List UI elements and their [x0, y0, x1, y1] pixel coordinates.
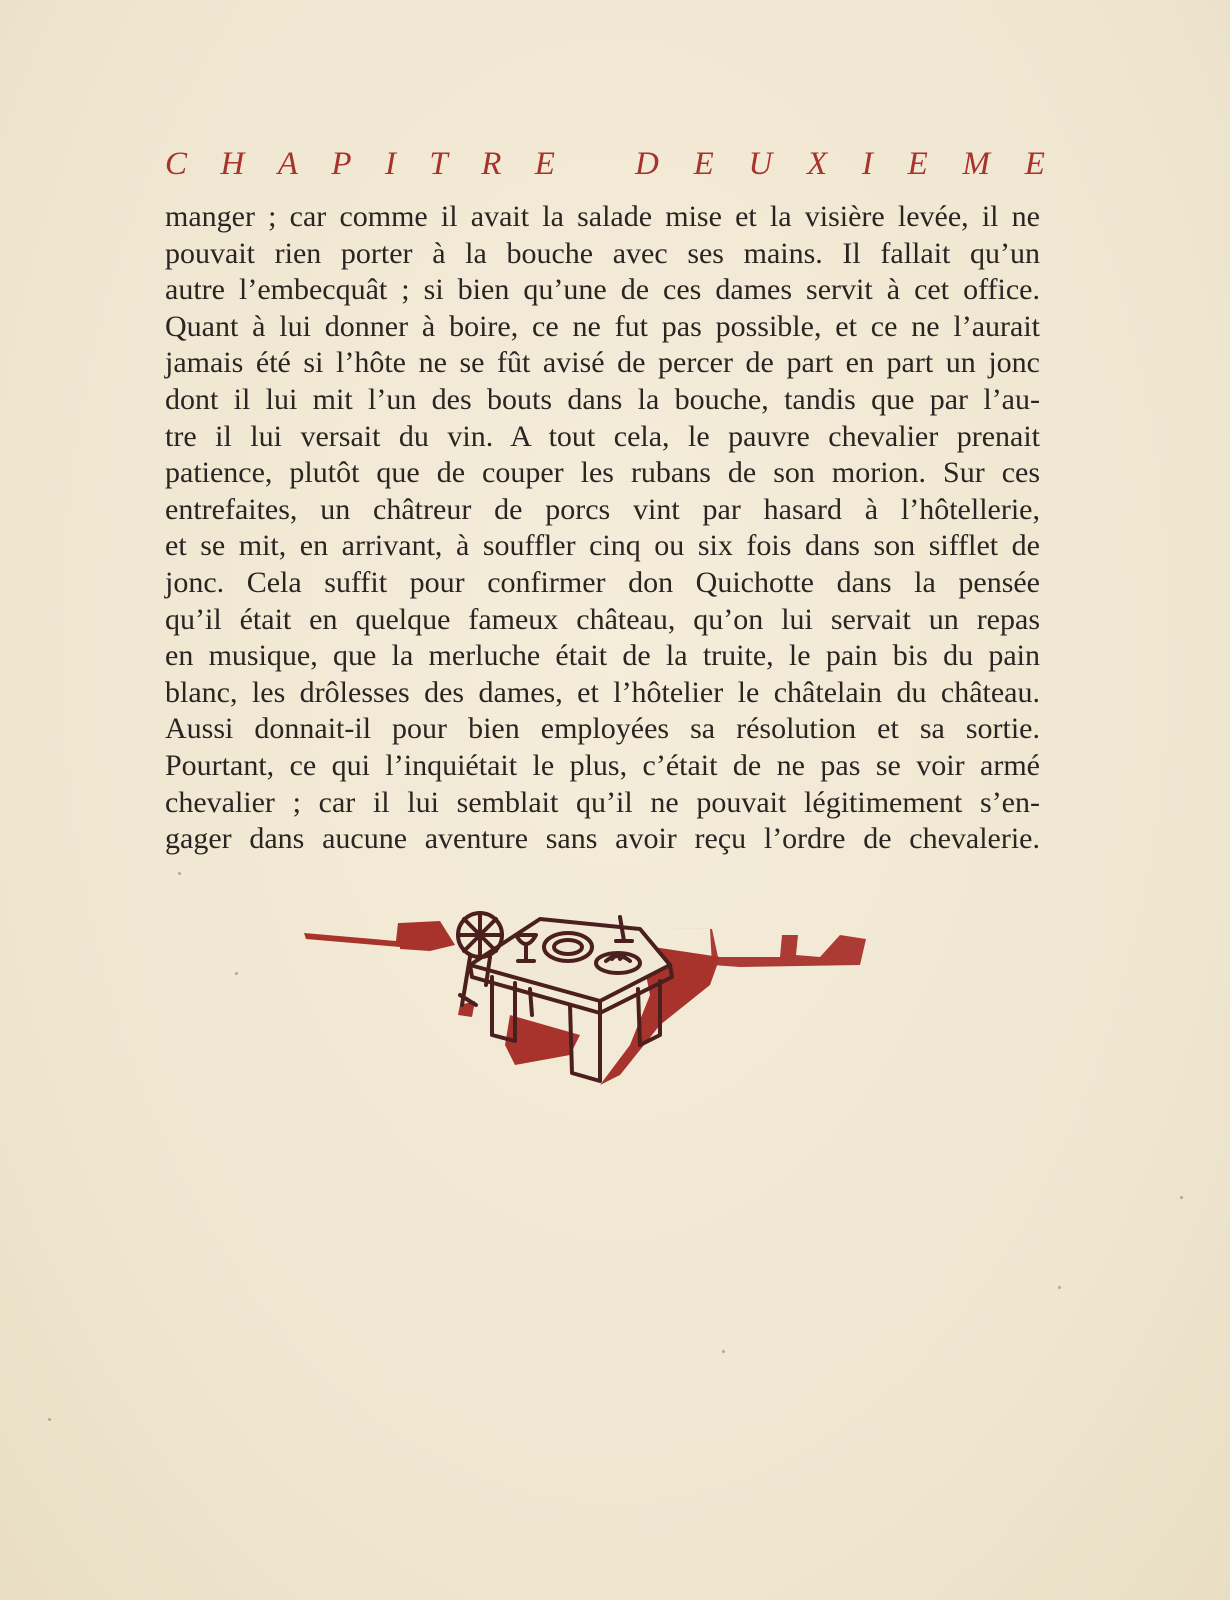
running-head-word-chapitre: [165, 146, 555, 183]
running-head-letter: E: [693, 146, 714, 182]
running-head-letter: R: [481, 146, 502, 182]
paper-speck: [178, 872, 181, 875]
paper-speck: [1180, 1196, 1183, 1199]
running-head: [165, 146, 1045, 183]
running-head-letter: X: [807, 146, 828, 182]
text-line: dont il lui mit l’un des bouts dans la bouche, tandis que par l’au-: [165, 382, 1040, 416]
text-line: manger ; car comme il avait la salade mise et la visière levée, il ne: [165, 200, 1040, 233]
running-head-letter: E: [907, 146, 928, 182]
text-line: chevalier ; car il lui semblait qu’il ne pouvait légitimement s’en-: [165, 785, 1040, 819]
running-head-letter: E: [534, 146, 555, 182]
running-head-letter: M: [962, 146, 991, 182]
text-line: Aussi donnait-il pour bien employées sa résolution et sa sortie.: [165, 712, 1040, 746]
running-head-letter: A: [277, 146, 298, 182]
running-head-letter: I: [384, 146, 396, 182]
running-head-letter: E: [1024, 146, 1045, 182]
text-line: blanc, les drôlesses des dames, et l’hôtelier le châtelain du château.: [165, 675, 1040, 709]
paper-speck: [1058, 1286, 1061, 1289]
text-line: Pourtant, ce qui l’inquiétait le plus, c’était de ne pas se voir armé: [165, 748, 1040, 782]
text-line: jonc. Cela suffit pour confirmer don Quichotte dans la pensée: [165, 565, 1040, 599]
running-head-letter: D: [635, 146, 659, 182]
running-head-letter: H: [220, 146, 245, 182]
running-head-letter: P: [331, 146, 352, 182]
text-line: et se mit, en arrivant, à souffler cinq ou six fois dans son sifflet de: [165, 529, 1040, 563]
running-head-letter: I: [861, 146, 873, 182]
text-line: Quant à lui donner à boire, ce ne fut pas possible, et ce ne l’aurait: [165, 309, 1040, 343]
text-line: patience, plutôt que de couper les rubans de son morion. Sur ces: [165, 456, 1040, 490]
running-head-word-deuxieme: [635, 146, 1045, 183]
text-line: jamais été si l’hôte ne se fût avisé de percer de part en part un jonc: [165, 346, 1040, 380]
text-line: pouvait rien porter à la bouche avec ses mains. Il fallait qu’un: [165, 236, 1040, 270]
text-line: qu’il était en quelque fameux château, qu’on lui servait un repas: [165, 602, 1040, 636]
text-line: autre l’embecquât ; si bien qu’une de ces dames servit à cet office.: [165, 273, 1040, 307]
running-head-letter: C: [165, 146, 188, 182]
text-line: en musique, que la merluche était de la truite, le pain bis du pain: [165, 639, 1040, 673]
body-text: [165, 199, 1040, 858]
paper-speck: [48, 1418, 51, 1421]
paper-speck: [722, 1350, 725, 1353]
paper-speck: [235, 972, 238, 975]
running-head-letter: T: [429, 146, 448, 182]
running-head-letter: U: [748, 146, 773, 182]
text-line: gager dans aucune aventure sans avoir reçu l’ordre de chevalerie.: [165, 822, 1040, 856]
text-line: entrefaites, un châtreur de porcs vint par hasard à l’hôtellerie,: [165, 492, 1040, 526]
table-vignette-illustration: [300, 905, 880, 1115]
text-line: tre il lui versait du vin. A tout cela, le pauvre chevalier prenait: [165, 419, 1040, 453]
